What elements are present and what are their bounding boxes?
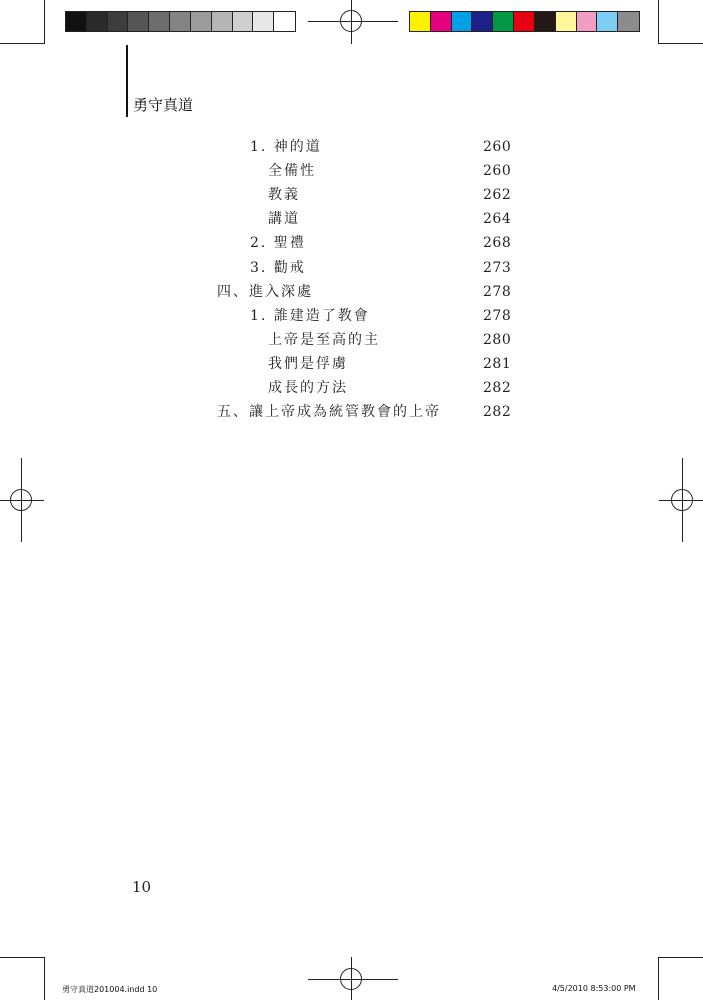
color-swatch <box>191 12 212 31</box>
toc-entry <box>0 329 703 351</box>
toc-entry-title: 1. 誰建造了教會 <box>250 308 370 324</box>
toc-entry-page: 268 <box>483 235 512 251</box>
toc-entry-title: 講道 <box>268 211 300 227</box>
toc-entry <box>0 232 703 254</box>
color-swatch <box>597 12 618 31</box>
crop-mark-bottom-right-v <box>658 957 659 1000</box>
toc-entry-title: 上帝是至高的主 <box>268 332 380 348</box>
toc-entry-page: 280 <box>483 332 512 348</box>
color-swatch <box>452 12 473 31</box>
toc-entry-page: 278 <box>483 284 512 300</box>
crop-mark-top-right-v <box>658 0 659 44</box>
toc-entry-page: 281 <box>483 356 512 372</box>
toc-entry <box>0 353 703 375</box>
toc-entry-title: 1. 神的道 <box>250 139 322 155</box>
toc-entry-page: 260 <box>483 139 512 155</box>
color-swatch <box>233 12 254 31</box>
color-swatch <box>149 12 170 31</box>
toc-entry-page: 260 <box>483 163 512 179</box>
crop-mark-top-right-h <box>659 43 703 44</box>
page-number: 10 <box>132 878 152 896</box>
toc-entry-page: 264 <box>483 211 512 227</box>
color-swatch <box>493 12 514 31</box>
toc-entry <box>0 184 703 206</box>
color-swatch <box>410 12 431 31</box>
toc-entry-title: 我們是俘虜 <box>268 356 348 372</box>
color-swatch <box>514 12 535 31</box>
crop-mark-bottom-left-h <box>0 957 44 958</box>
toc-entry <box>0 160 703 182</box>
running-head: 勇守真道 <box>133 96 194 114</box>
crop-mark-top-left-v <box>44 0 45 44</box>
toc-entry <box>0 305 703 327</box>
color-swatch <box>128 12 149 31</box>
color-swatch <box>577 12 598 31</box>
toc-entry-title: 3. 勸戒 <box>250 260 306 276</box>
toc-entry-title: 教義 <box>268 187 300 203</box>
color-swatch <box>87 12 108 31</box>
toc-entry-page: 282 <box>483 380 512 396</box>
registration-target-icon <box>340 968 362 990</box>
registration-target-icon <box>671 489 693 511</box>
color-swatch <box>431 12 452 31</box>
toc-entry-page: 278 <box>483 308 512 324</box>
toc-entry-title: 成長的方法 <box>268 380 348 396</box>
toc-entry-title: 全備性 <box>268 163 316 179</box>
slug-date-info: 4/5/2010 8:53:00 PM <box>552 984 636 993</box>
color-swatch <box>618 12 639 31</box>
header-rule <box>126 45 128 117</box>
toc-entry <box>0 377 703 399</box>
toc-entry-title: 2. 聖禮 <box>250 235 306 251</box>
color-swatch <box>556 12 577 31</box>
crop-mark-top-left-h <box>0 43 44 44</box>
cmyk-color-bar <box>409 11 640 32</box>
crop-mark-bottom-left-v <box>44 957 45 1000</box>
color-swatch <box>472 12 493 31</box>
color-swatch <box>253 12 274 31</box>
toc-entry-title: 四、進入深處 <box>217 284 313 300</box>
grayscale-color-bar <box>65 11 296 32</box>
toc-entry-title: 五、讓上帝成為統管教會的上帝 <box>217 404 441 420</box>
slug-file-info: 勇守真道201004.indd 10 <box>62 985 158 994</box>
registration-target-icon <box>340 10 362 32</box>
toc-entry-page: 262 <box>483 187 512 203</box>
color-swatch <box>212 12 233 31</box>
color-swatch <box>170 12 191 31</box>
toc-entry-page: 273 <box>483 260 512 276</box>
color-swatch <box>535 12 556 31</box>
toc-entry-page: 282 <box>483 404 512 420</box>
toc-entry <box>0 401 703 423</box>
color-swatch <box>108 12 129 31</box>
toc-entry <box>0 136 703 158</box>
toc-entry <box>0 281 703 303</box>
toc-entry <box>0 208 703 230</box>
registration-target-icon <box>10 489 32 511</box>
color-swatch <box>274 12 295 31</box>
crop-mark-bottom-right-h <box>659 957 703 958</box>
toc-entry <box>0 257 703 279</box>
color-swatch <box>66 12 87 31</box>
